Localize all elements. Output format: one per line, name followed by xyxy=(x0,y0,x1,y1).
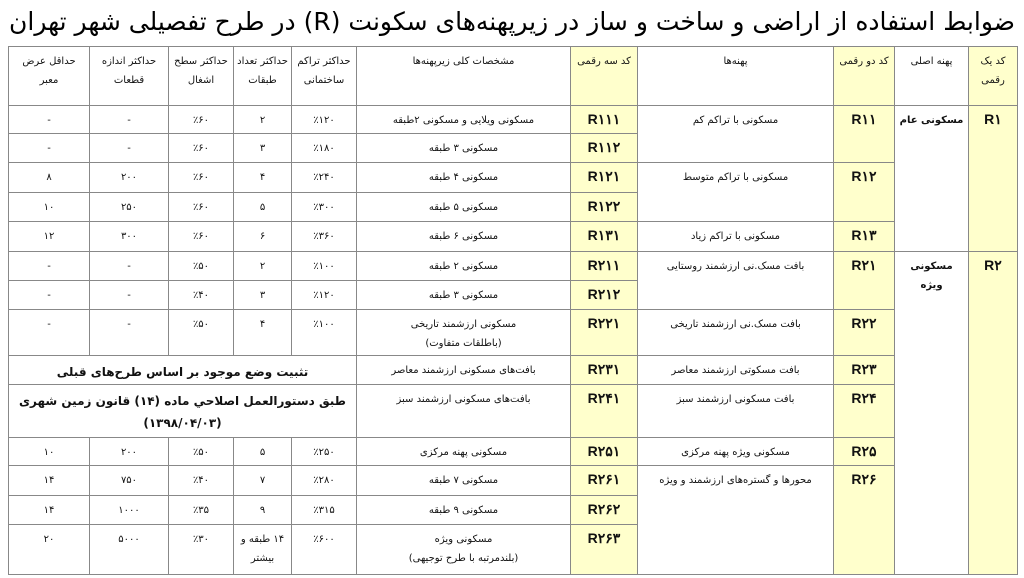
zone-name: مسکونی ویژه پهنه مرکزی xyxy=(638,438,834,466)
floors: ۶ xyxy=(234,222,292,252)
subzone-desc-line1: مسکونی ویژه xyxy=(434,534,493,545)
zone-name: بافت مسک.نی ارزشمند روستایی xyxy=(638,252,834,310)
coverage: ٪۵۰ xyxy=(169,310,234,356)
floors: ۲ xyxy=(234,252,292,281)
subzone-code: R۲۳۱ xyxy=(571,356,638,385)
header-max-density: حداکثر تراکم ساختمانی xyxy=(292,47,357,106)
coverage: ٪۴۰ xyxy=(169,466,234,496)
plot-size: - xyxy=(90,252,169,281)
table-row xyxy=(9,252,1018,281)
zone-code: R۲۲ xyxy=(834,310,895,356)
road-width: - xyxy=(9,252,90,281)
floors: ۲ xyxy=(234,106,292,134)
subzone-code: R۱۱۱ xyxy=(571,106,638,134)
road-width: ۱۰ xyxy=(9,438,90,466)
plot-size: ۲۰۰ xyxy=(90,163,169,193)
density: ٪۳۰۰ xyxy=(292,193,357,222)
road-width: ۱۴ xyxy=(9,496,90,525)
table-row xyxy=(9,222,1018,252)
subzone-desc: مسکونی پهنه مرکزی xyxy=(357,438,571,466)
floors: ۱۴ طبقه و بیشتر xyxy=(234,525,292,575)
zone-code: R۲۳ xyxy=(834,356,895,385)
table-row xyxy=(9,466,1018,496)
density: ٪۲۵۰ xyxy=(292,438,357,466)
subzone-desc: مسکونی ویلایی و مسکونی ۲طبقه xyxy=(357,106,571,134)
plot-size: ۲۰۰ xyxy=(90,438,169,466)
density: ٪۱۰۰ xyxy=(292,252,357,281)
density: ٪۲۸۰ xyxy=(292,466,357,496)
subzone-desc: بافت‌های مسکونی ارزشمند معاصر xyxy=(357,356,571,385)
table-row xyxy=(9,385,1018,438)
floors: ۵ xyxy=(234,193,292,222)
coverage: ٪۶۰ xyxy=(169,106,234,134)
floors: ۳ xyxy=(234,281,292,310)
floors: ۹ xyxy=(234,496,292,525)
group-name: مسکونی عام xyxy=(895,106,969,252)
header-max-floors: حداکثر تعداد طبقات xyxy=(234,47,292,106)
subzone-code: R۲۴۱ xyxy=(571,385,638,438)
density: ٪۱۰۰ xyxy=(292,310,357,356)
merged-note: تثبیت وضع موجود بر اساس طرح‌های قبلی xyxy=(9,356,357,385)
subzone-code: R۲۶۱ xyxy=(571,466,638,496)
coverage: ٪۶۰ xyxy=(169,163,234,193)
merged-note xyxy=(9,385,357,438)
header-min-road: حداقل عرض معبر xyxy=(9,47,90,106)
group-code: R۱ xyxy=(969,106,1018,252)
coverage: ٪۵۰ xyxy=(169,438,234,466)
density: ٪۳۱۵ xyxy=(292,496,357,525)
note-line1: طبق دستورالعمل اصلاحي ماده (۱۴) قانون زمین شهری xyxy=(19,394,346,408)
plot-size: - xyxy=(90,134,169,163)
subzone-desc: مسکونی ۵ طبقه xyxy=(357,193,571,222)
density: ٪۳۶۰ xyxy=(292,222,357,252)
subzone-code: R۲۵۱ xyxy=(571,438,638,466)
group-name: مسکونی ویژه xyxy=(895,252,969,575)
coverage: ٪۶۰ xyxy=(169,193,234,222)
plot-size: ۳۰۰ xyxy=(90,222,169,252)
subzone-desc-line2: (باطلقات متفاوت) xyxy=(425,338,502,349)
header-main-zone: پهنه اصلی xyxy=(895,47,969,106)
header-zones: پهنه‌ها xyxy=(638,47,834,106)
floors: ۳ xyxy=(234,134,292,163)
zone-name: بافت مسکوتی ارزشمند معاصر xyxy=(638,356,834,385)
plot-size: ۵۰۰۰ xyxy=(90,525,169,575)
zone-code: R۲۵ xyxy=(834,438,895,466)
zone-name: مسکونی با تراکم متوسط xyxy=(638,163,834,222)
subzone-code: R۱۲۲ xyxy=(571,193,638,222)
note-line2: (۱۳۹۸/۰۴/۰۳) xyxy=(143,416,222,430)
header-code3: کد سه رقمی xyxy=(571,47,638,106)
zone-code: R۲۶ xyxy=(834,466,895,575)
zone-code: R۱۱ xyxy=(834,106,895,163)
subzone-code: R۲۶۳ xyxy=(571,525,638,575)
table-row xyxy=(9,106,1018,134)
subzone-desc: بافت‌های مسکونی ارزشمند سبز xyxy=(357,385,571,438)
header-code2: کد دو رقمی xyxy=(834,47,895,106)
road-width: - xyxy=(9,281,90,310)
road-width: - xyxy=(9,134,90,163)
coverage: ٪۳۵ xyxy=(169,496,234,525)
subzone-code: R۲۱۲ xyxy=(571,281,638,310)
density: ٪۲۴۰ xyxy=(292,163,357,193)
subzone-desc: مسکونی ۲ طبقه xyxy=(357,252,571,281)
subzone-code: R۲۲۱ xyxy=(571,310,638,356)
subzone-desc: مسکونی ۳ طبقه xyxy=(357,134,571,163)
header-max-plot: حداکثر اندازه قطعات xyxy=(90,47,169,106)
subzone-desc-line2: (بلندمرتبه با طرح توجیهی) xyxy=(408,553,519,564)
subzone-desc: مسکونی ۴ طبقه xyxy=(357,163,571,193)
page-title: ضوابط استفاده از اراضی و ساخت و ساز در زیرپهنه‌های سکونت (R) در طرح تفصیلی شهر تهران xyxy=(9,7,1015,36)
road-width: ۱۰ xyxy=(9,193,90,222)
road-width: ۲۰ xyxy=(9,525,90,575)
subzone-desc: مسکونی ۶ طبقه xyxy=(357,222,571,252)
zone-code: R۱۳ xyxy=(834,222,895,252)
road-width: ۱۲ xyxy=(9,222,90,252)
zone-code: R۱۲ xyxy=(834,163,895,222)
zone-name: بافت مسکونی ارزشمند سبز xyxy=(638,385,834,438)
group-code: R۲ xyxy=(969,252,1018,575)
density: ٪۶۰۰ xyxy=(292,525,357,575)
plot-size: ۱۰۰۰ xyxy=(90,496,169,525)
subzone-desc: مسکونی ۳ طبقه xyxy=(357,281,571,310)
subzone-code: R۱۱۲ xyxy=(571,134,638,163)
floors: ۷ xyxy=(234,466,292,496)
density: ٪۱۸۰ xyxy=(292,134,357,163)
coverage: ٪۶۰ xyxy=(169,134,234,163)
subzone-desc xyxy=(357,525,571,575)
plot-size: ۲۵۰ xyxy=(90,193,169,222)
subzone-desc-line1: مسکونی ارزشمند تاریخی xyxy=(410,319,517,330)
road-width: - xyxy=(9,106,90,134)
plot-size: - xyxy=(90,281,169,310)
header-subzone-desc: مشخصات کلی زیرپهنه‌ها xyxy=(357,47,571,106)
floors: ۴ xyxy=(234,163,292,193)
zone-name: بافت مسک.نی ارزشمند تاریخی xyxy=(638,310,834,356)
zoning-regulations-table xyxy=(8,46,1018,575)
plot-size: - xyxy=(90,106,169,134)
coverage: ٪۴۰ xyxy=(169,281,234,310)
zone-code: R۲۴ xyxy=(834,385,895,438)
subzone-code: R۱۲۱ xyxy=(571,163,638,193)
floors: ۴ xyxy=(234,310,292,356)
subzone-desc: مسکونی ۷ طبقه xyxy=(357,466,571,496)
coverage: ٪۵۰ xyxy=(169,252,234,281)
header-code1: کد یک رقمی xyxy=(969,47,1018,106)
table-row xyxy=(9,356,1018,385)
density: ٪۱۲۰ xyxy=(292,106,357,134)
plot-size: - xyxy=(90,310,169,356)
subzone-code: R۱۳۱ xyxy=(571,222,638,252)
road-width: ۱۴ xyxy=(9,466,90,496)
subzone-code: R۲۶۲ xyxy=(571,496,638,525)
zone-code: R۲۱ xyxy=(834,252,895,310)
road-width: ۸ xyxy=(9,163,90,193)
table-row xyxy=(9,438,1018,466)
coverage: ٪۶۰ xyxy=(169,222,234,252)
density: ٪۱۲۰ xyxy=(292,281,357,310)
table-row xyxy=(9,163,1018,193)
subzone-desc xyxy=(357,310,571,356)
subzone-desc: مسکونی ۹ طبقه xyxy=(357,496,571,525)
zone-name: محورها و گستره‌های ارزشمند و ویژه xyxy=(638,466,834,575)
header-row xyxy=(9,47,1018,106)
subzone-code: R۲۱۱ xyxy=(571,252,638,281)
zone-name: مسکونی با تراکم زیاد xyxy=(638,222,834,252)
table-row xyxy=(9,310,1018,356)
header-max-coverage: حداکثر سطح اشغال xyxy=(169,47,234,106)
plot-size: ۷۵۰ xyxy=(90,466,169,496)
zone-name: مسکونی با تراکم کم xyxy=(638,106,834,163)
road-width: - xyxy=(9,310,90,356)
floors: ۵ xyxy=(234,438,292,466)
coverage: ٪۳۰ xyxy=(169,525,234,575)
